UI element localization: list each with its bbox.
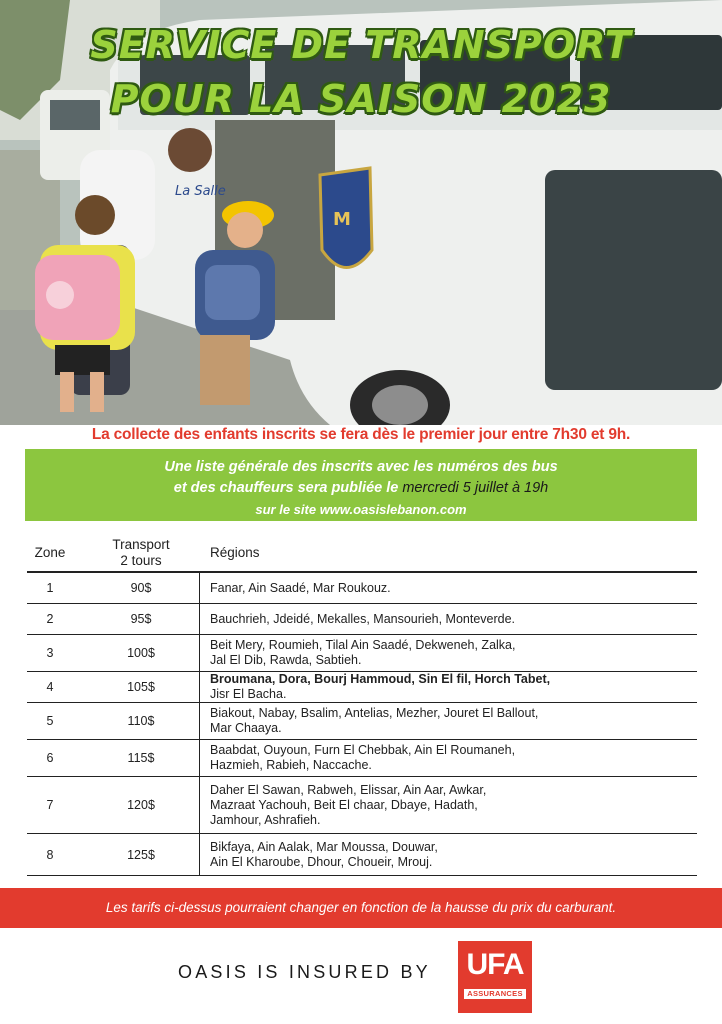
hero-photo <box>0 0 722 425</box>
region-line: Mar Chaaya. <box>210 721 282 735</box>
column-divider <box>199 777 200 833</box>
price-cell: 115$ <box>127 751 155 765</box>
region-line: Jisr El Bacha. <box>210 687 287 701</box>
zone-cell: 1 <box>46 581 54 595</box>
region-line: Mazraat Yachouh, Beit El chaar, Dbaye, Hadath, <box>210 797 478 812</box>
table-row <box>27 703 697 740</box>
ufa-logo-main: UFA <box>466 948 524 981</box>
regions-cell <box>210 777 693 833</box>
publish-date: mercredi 5 juillet à 19h <box>398 480 549 496</box>
info-line-2 <box>25 478 697 499</box>
insurance-text: OASIS IS INSURED BY <box>178 962 431 982</box>
zone-cell: 6 <box>46 751 54 765</box>
column-divider <box>199 672 200 702</box>
price-cell: 95$ <box>130 612 152 626</box>
column-divider <box>199 573 200 603</box>
pricing-table <box>27 535 697 876</box>
table-row <box>27 604 697 635</box>
title-line-1: SERVICE DE TRANSPORT <box>90 23 632 67</box>
ufa-logo-sub: ASSURANCES <box>464 989 526 999</box>
price-cell: 90$ <box>130 581 152 595</box>
info-line-3-website: sur le site www.oasislebanon.com <box>255 502 467 517</box>
table-body <box>27 573 697 876</box>
region-line: Bikfaya, Ain Aalak, Mar Moussa, Douwar, <box>210 839 438 854</box>
region-line: Ain El Kharoube, Dhour, Choueir, Mrouj. <box>210 854 433 869</box>
price-cell: 105$ <box>127 680 155 694</box>
header-transport-line1: Transport <box>112 537 170 552</box>
table-row <box>27 834 697 876</box>
table-row <box>27 573 697 604</box>
zone-cell: 2 <box>46 612 54 626</box>
region-line: Hazmieh, Rabieh, Naccache. <box>210 758 372 772</box>
region-line: Baabdat, Ouyoun, Furn El Chebbak, Ain El Roumaneh, <box>210 743 516 757</box>
region-line: Beit Mery, Roumieh, Tilal Ain Saadé, Dekweneh, Zalka, <box>210 638 516 652</box>
regions-cell <box>210 573 693 603</box>
region-line: Daher El Sawan, Rabweh, Elissar, Ain Aar, Awkar, <box>210 782 487 797</box>
region-line: Fanar, Ain Saadé, Mar Roukouz. <box>210 580 391 595</box>
region-line: Biakout, Nabay, Bsalim, Antelias, Mezher, Jouret El Ballout, <box>210 706 539 720</box>
column-divider <box>199 635 200 671</box>
regions-cell <box>210 635 693 671</box>
price-change-notice: Les tarifs ci-dessus pourraient changer en fonction de la hausse du prix du carburant. <box>0 888 722 928</box>
regions-cell <box>210 604 693 634</box>
header-zone: Zone <box>34 545 66 560</box>
zone-cell: 7 <box>46 798 54 812</box>
poster-title <box>0 18 722 126</box>
region-line: Bauchrieh, Jdeidé, Mekalles, Mansourieh, Monteverde. <box>210 611 516 626</box>
price-cell: 120$ <box>127 798 155 812</box>
regions-cell <box>210 740 693 776</box>
regions-cell <box>210 703 693 739</box>
price-cell: 110$ <box>127 714 155 728</box>
pickup-notice: La collecte des enfants inscrits se fera dès le premier jour entre 7h30 et 9h. <box>91 426 631 443</box>
info-box <box>25 449 697 521</box>
table-row <box>27 740 697 777</box>
header-transport <box>87 537 195 569</box>
regions-cell <box>210 834 693 875</box>
header-regions: Régions <box>210 545 260 560</box>
price-cell: 125$ <box>127 847 155 862</box>
ufa-logo <box>458 941 532 1013</box>
bus-side-text: La Salle <box>175 184 226 199</box>
column-divider <box>199 604 200 634</box>
regions-cell <box>210 672 693 702</box>
table-row <box>27 635 697 672</box>
column-divider <box>199 740 200 776</box>
zone-cell: 4 <box>46 680 54 694</box>
zone-cell: 5 <box>46 714 54 728</box>
region-line: Jamhour, Ashrafieh. <box>210 812 321 827</box>
svg-text:M: M <box>333 209 351 230</box>
header-transport-line2: 2 tours <box>120 553 162 568</box>
column-divider <box>199 834 200 875</box>
table-header <box>27 535 697 573</box>
price-cell: 100$ <box>127 646 155 660</box>
table-row <box>27 777 697 834</box>
region-line: Jal El Dib, Rawda, Sabtieh. <box>210 653 362 667</box>
zone-cell: 8 <box>46 847 54 862</box>
info-line-2-bold: et des chauffeurs sera publiée le <box>173 480 399 496</box>
info-line-1: Une liste générale des inscrits avec les numéros des bus <box>164 459 558 475</box>
region-line: Broumana, Dora, Bourj Hammoud, Sin El fil, Horch Tabet, <box>210 672 551 686</box>
title-line-2: POUR LA SAISON 2023 <box>110 77 612 121</box>
zone-cell: 3 <box>46 646 54 660</box>
column-divider <box>199 703 200 739</box>
table-row <box>27 672 697 703</box>
